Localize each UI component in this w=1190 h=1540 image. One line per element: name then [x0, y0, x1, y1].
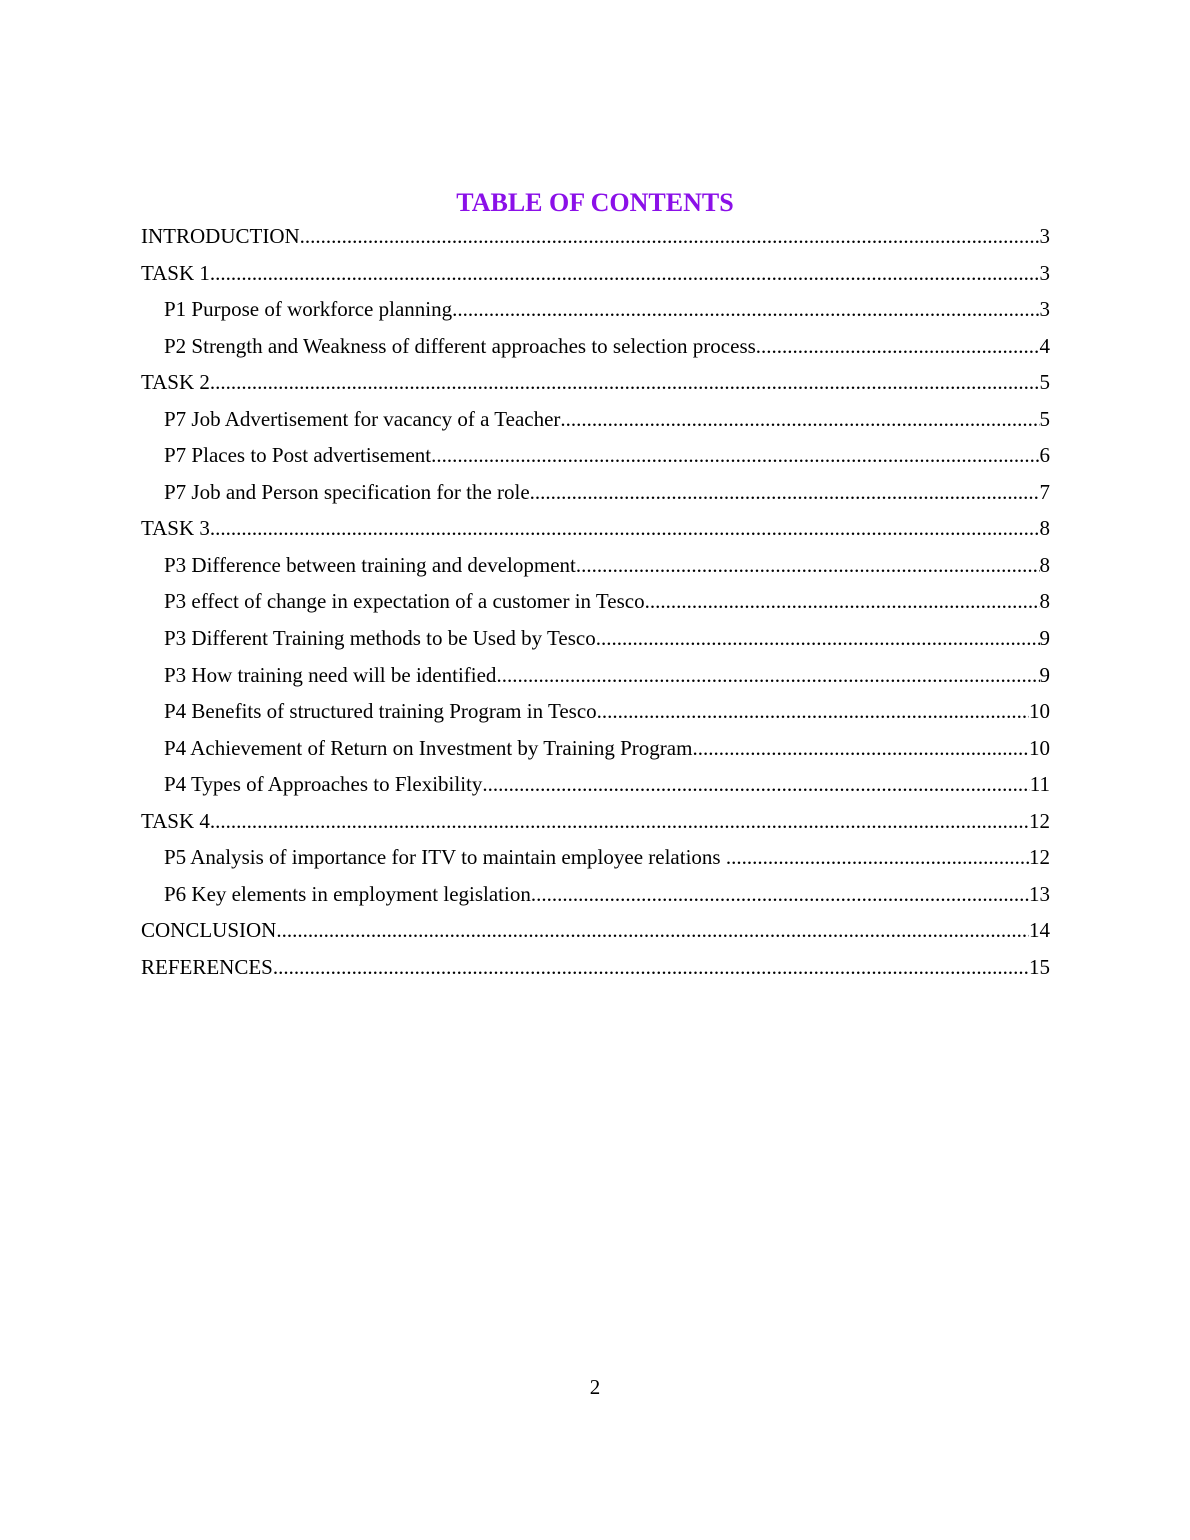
toc-list [141, 218, 1050, 985]
toc-entry-page: 4 [1039, 333, 1050, 358]
toc-entry-references[interactable] [141, 949, 1050, 986]
toc-entry-label: REFERENCES [141, 954, 273, 979]
toc-entry-label: P7 Job Advertisement for vacancy of a Teacher [164, 406, 561, 431]
toc-dot-leader [496, 657, 1039, 694]
toc-entry-task-4[interactable] [141, 803, 1050, 840]
toc-entry-page: 3 [1039, 297, 1050, 322]
toc-entry-task-3[interactable] [141, 510, 1050, 547]
toc-entry-page: 3 [1039, 224, 1050, 248]
toc-entry-page: 10 [1029, 699, 1050, 724]
toc-entry-page: 5 [1039, 406, 1050, 431]
toc-dot-leader [431, 437, 1039, 474]
toc-entry-label: P4 Benefits of structured training Program in Tesco [164, 699, 597, 724]
toc-entry-page: 9 [1039, 662, 1050, 687]
toc-dot-leader [726, 839, 1029, 876]
toc-entry-p7-job-advertisement[interactable] [141, 401, 1050, 438]
toc-dot-leader [530, 474, 1040, 511]
toc-dot-leader [645, 583, 1040, 620]
toc-entry-label: P7 Job and Person specification for the role [164, 479, 530, 504]
toc-entry-label: INTRODUCTION [141, 224, 300, 248]
toc-dot-leader [452, 291, 1039, 328]
toc-entry-p7-places-to-post[interactable] [141, 437, 1050, 474]
toc-dot-leader [482, 766, 1029, 803]
toc-entry-page: 10 [1029, 735, 1050, 760]
toc-entry-page: 8 [1039, 516, 1050, 541]
toc-entry-page: 13 [1029, 881, 1050, 906]
toc-entry-label: P1 Purpose of workforce planning [164, 297, 453, 322]
toc-entry-label: TASK 1 [141, 260, 210, 285]
toc-dot-leader [560, 401, 1039, 438]
toc-entry-p2-selection-process[interactable] [141, 328, 1050, 365]
toc-entry-label: P2 Strength and Weakness of different approaches to selection process [164, 333, 756, 358]
toc-entry-label: P4 Achievement of Return on Investment by Training Program [164, 735, 693, 760]
toc-dot-leader [531, 876, 1029, 913]
toc-dot-leader [276, 912, 1029, 949]
toc-dot-leader [597, 693, 1029, 730]
toc-entry-label: P3 effect of change in expectation of a customer in Tesco [164, 589, 645, 614]
toc-entry-page: 11 [1029, 772, 1050, 797]
toc-title: TABLE OF CONTENTS [456, 188, 734, 217]
toc-entry-page: 6 [1039, 443, 1050, 468]
toc-entry-p3-training-vs-development[interactable] [141, 547, 1050, 584]
toc-entry-p4-return-on-investment[interactable] [141, 730, 1050, 767]
toc-dot-leader [210, 364, 1040, 401]
toc-entry-label: TASK 3 [141, 516, 210, 541]
toc-entry-page: 14 [1029, 918, 1050, 943]
toc-entry-page: 12 [1029, 808, 1050, 833]
page-number: 2 [589, 1375, 601, 1399]
toc-entry-p4-flexibility[interactable] [141, 766, 1050, 803]
toc-entry-label: P3 Difference between training and development [164, 552, 576, 577]
toc-entry-p3-training-methods[interactable] [141, 620, 1050, 657]
toc-entry-p7-job-person-spec[interactable] [141, 474, 1050, 511]
toc-dot-leader [300, 218, 1040, 255]
toc-entry-label: P3 Different Training methods to be Used by Tesco [164, 626, 596, 651]
toc-entry-page: 8 [1039, 552, 1050, 577]
toc-entry-task-2[interactable] [141, 364, 1050, 401]
toc-entry-label: P4 Types of Approaches to Flexibility [164, 772, 483, 797]
toc-dot-leader [692, 730, 1029, 767]
toc-dot-leader [210, 803, 1029, 840]
toc-dot-leader [596, 620, 1040, 657]
toc-entry-page: 3 [1039, 260, 1050, 285]
toc-entry-p5-employee-relations[interactable] [141, 839, 1050, 876]
toc-entry-label: TASK 4 [141, 808, 210, 833]
toc-entry-label: P5 Analysis of importance for ITV to maintain employee relations [164, 845, 726, 870]
toc-entry-p3-customer-expectation[interactable] [141, 583, 1050, 620]
toc-dot-leader [210, 510, 1040, 547]
toc-entry-p3-training-need[interactable] [141, 657, 1050, 694]
toc-entry-page: 15 [1029, 954, 1050, 979]
toc-entry-p6-employment-legislation[interactable] [141, 876, 1050, 913]
toc-entry-page: 5 [1039, 370, 1050, 395]
toc-entry-label: P3 How training need will be identified [164, 662, 497, 687]
toc-entry-page: 7 [1039, 479, 1050, 504]
toc-entry-label: TASK 2 [141, 370, 210, 395]
toc-entry-introduction[interactable] [141, 218, 1050, 255]
toc-entry-conclusion[interactable] [141, 912, 1050, 949]
toc-entry-page: 12 [1029, 845, 1050, 870]
toc-dot-leader [273, 949, 1029, 986]
toc-entry-p1-workforce-planning[interactable] [141, 291, 1050, 328]
toc-entry-label: P6 Key elements in employment legislation [164, 881, 531, 906]
toc-dot-leader [210, 255, 1040, 292]
toc-entry-label: P7 Places to Post advertisement [164, 443, 432, 468]
toc-entry-page: 8 [1039, 589, 1050, 614]
toc-entry-p4-structured-training[interactable] [141, 693, 1050, 730]
toc-dot-leader [576, 547, 1040, 584]
toc-entry-label: CONCLUSION [141, 918, 277, 943]
toc-dot-leader [756, 328, 1040, 365]
toc-entry-page: 9 [1039, 626, 1050, 651]
toc-entry-task-1[interactable] [141, 255, 1050, 292]
